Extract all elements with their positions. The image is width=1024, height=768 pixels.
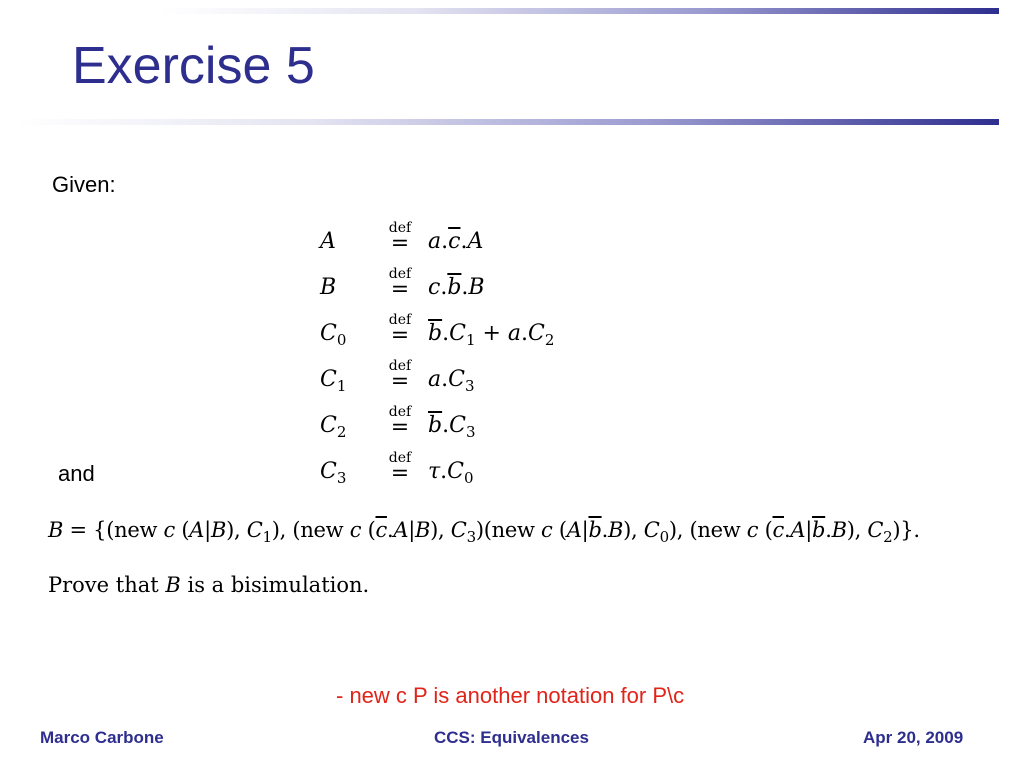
top-decorative-bar	[160, 8, 999, 14]
definition-lhs: B	[320, 275, 337, 300]
definition-lhs: $C_3$	[320, 459, 347, 487]
given-label: Given:	[52, 172, 116, 197]
definition-row	[320, 352, 554, 398]
def-equals-sign: def =	[388, 220, 412, 256]
def-equals-sign: def =	[388, 450, 412, 486]
footer-date: Apr 20, 2009	[863, 728, 964, 747]
slide-title: Exercise 5	[72, 37, 315, 95]
notation-note: - new c P is another notation for P\c	[336, 683, 685, 708]
def-equals-sign: def =	[388, 312, 412, 348]
definition-lhs: A	[320, 229, 336, 254]
process-definitions	[320, 214, 554, 490]
definition-rhs: $a.C_3$	[428, 367, 475, 395]
definition-rhs: $\overline{b}.C_3$	[428, 413, 476, 441]
definition-row	[320, 444, 554, 490]
definition-row	[320, 398, 554, 444]
prove-statement: Prove that B is a bisimulation.	[48, 573, 370, 597]
definition-row	[320, 214, 554, 260]
definition-row	[320, 306, 554, 352]
def-equals-sign: def =	[388, 266, 412, 302]
definition-rhs: $\overline{b}.C_1 + a.C_2$	[428, 321, 555, 349]
bisimulation-relation: B = {(new c (A|B), $C_1$), (new c $(\overline{c}.A|B)$, $C_3)(new$ c $(A|\overline{b}.B)$, $C_0$), (new c $(\overline{c}.A|\overline{b}.B)$, $C_2$)}.	[48, 518, 920, 546]
definition-lhs: $C_1$	[320, 367, 347, 395]
and-label: and	[58, 461, 95, 486]
definition-lhs: $C_2$	[320, 413, 347, 441]
def-equals-sign: def =	[388, 404, 412, 440]
footer-author: Marco Carbone	[40, 728, 164, 747]
definition-rhs: $c.\overline{b}.B$	[428, 275, 485, 300]
def-equals-sign: def =	[388, 358, 412, 394]
title-underline-bar	[16, 119, 999, 125]
definition-lhs: $C_0$	[320, 321, 347, 349]
footer-topic: CCS: Equivalences	[434, 728, 589, 747]
definition-rhs: $a.\overline{c}.A$	[428, 229, 484, 254]
definition-row	[320, 260, 554, 306]
definition-rhs: $\tau.C_0$	[428, 459, 474, 487]
